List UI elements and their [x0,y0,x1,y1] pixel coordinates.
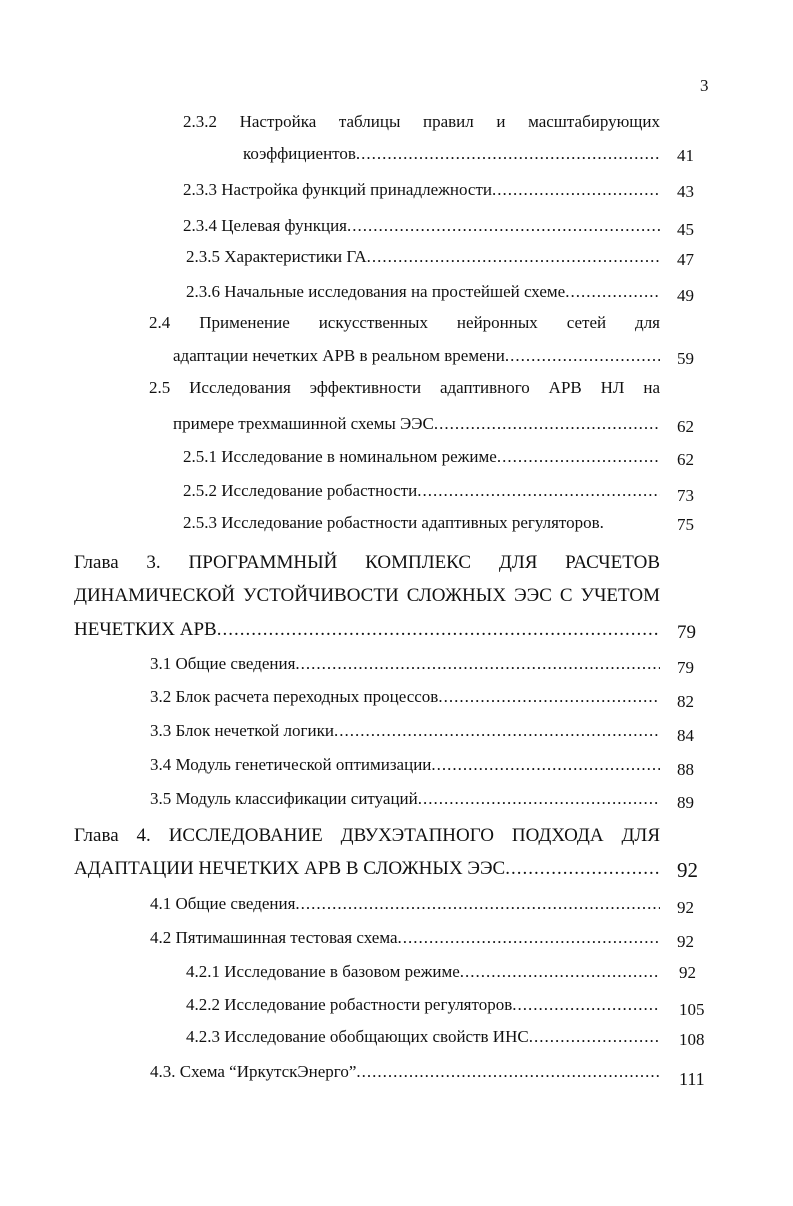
leader-dots [367,247,660,267]
toc-entry-text: 4.2.1 Исследование в базовом режиме [186,962,460,981]
toc-page-num: 41 [677,146,694,165]
toc-entry-3-1 [150,654,660,674]
toc-entry-text: 2.3.3 Настройка функций принадлежности [183,180,492,199]
toc-entry-text: 4.3. Схема “ИркутскЭнерго” [150,1062,357,1081]
chapter-3-line2: ДИНАМИЧЕСКОЙ УСТОЙЧИВОСТИ СЛОЖНЫХ ЭЭС С УЧЕТОМ [74,585,660,606]
toc-page-num: 82 [677,692,694,711]
toc-page-num: 73 [677,486,694,505]
toc-page-num: 105 [679,1000,705,1019]
page-number: 3 [700,76,709,95]
toc-entry-text: 3.2 Блок расчета переходных процессов [150,687,439,706]
toc-entry-text: 4.2.3 Исследование обобщающих свойств ИНС [186,1027,529,1046]
leader-dots [438,687,660,707]
toc-entry-2-5-line1: 2.5 Исследования эффективности адаптивного АРВ НЛ на [149,378,660,397]
toc-entry-text: коэффициентов [243,144,356,163]
leader-dots [431,755,660,775]
toc-entry-text: 2.5.1 Исследование в номинальном режиме [183,447,497,466]
toc-entry-2-3-2-line1: 2.3.2 Настройка таблицы правил и масштабирующих [183,112,660,131]
toc-entry-2-5-3 [183,513,660,533]
toc-entry-text: 4.2.2 Исследование робастности регуляторов [186,995,513,1014]
leader-dots [347,216,660,236]
toc-entry-3-4 [150,755,660,775]
toc-entry-text: 3.3 Блок нечеткой логики [150,721,334,740]
toc-page-num: 92 [677,898,694,917]
toc-entry-2-3-5 [186,247,660,267]
toc-entry-text: примере трехмашинной схемы ЭЭС [173,414,434,433]
toc-page-num: 75 [677,515,694,534]
leader-dots [460,962,660,982]
leader-dots [505,858,660,880]
toc-entry-4-3 [150,1062,660,1082]
toc-entry-text: НЕЧЕТКИХ АРВ [74,619,217,640]
leader-dots [334,721,660,741]
toc-entry-2-4-line2 [173,346,660,366]
toc-entry-3-3 [150,721,660,741]
toc-page-num: 108 [679,1030,705,1049]
toc-entry-text: 3.4 Модуль генетической оптимизации [150,755,432,774]
toc-entry-4-1 [150,894,660,914]
toc-entry-text: 4.2 Пятимашинная тестовая схема [150,928,398,947]
toc-page-num: 49 [677,286,694,305]
chapter-3-line1: Глава 3. ПРОГРАММНЫЙ КОМПЛЕКС ДЛЯ РАСЧЕТОВ [74,552,660,573]
leader-dots [505,346,660,366]
toc-entry-4-2-3 [186,1027,660,1047]
leader-dots [492,180,660,200]
leader-dots [418,789,660,809]
leader-dots [529,1027,660,1047]
leader-dots [398,928,660,948]
toc-entry-3-5 [150,789,660,809]
leader-dots [434,414,660,434]
toc-entry-2-5-2 [183,481,660,501]
toc-page-num: 45 [677,220,694,239]
leader-dots [356,1062,660,1082]
toc-entry-text: 2.5.2 Исследование робастности [183,481,418,500]
toc-entry-2-3-4 [183,216,660,236]
leader-dots [356,144,660,164]
leader-dots [217,619,660,641]
leader-dots [497,447,660,467]
toc-entry-2-3-6 [186,282,660,302]
leader-dots [512,995,660,1015]
toc-entry-4-2 [150,928,660,948]
toc-entry-text: 2.3.6 Начальные исследования на простейшей схеме [186,282,566,301]
toc-entry-2-5-line2 [173,414,660,434]
toc-entry-text: 4.1 Общие сведения [150,894,296,913]
toc-page-num: 92 [679,963,696,982]
toc-page-num: 92 [677,932,694,951]
toc-entry-text: 3.5 Модуль классификации ситуаций [150,789,418,808]
chapter-4-line2 [74,858,660,880]
toc-entry-3-2 [150,687,660,707]
toc-entry-4-2-1 [186,962,660,982]
toc-page-num: 88 [677,760,694,779]
toc-entry-2-5-1 [183,447,660,467]
toc-page-num: 59 [677,349,694,368]
leader-dots [295,654,660,674]
toc-entry-2-3-3 [183,180,660,200]
toc-page-num: 62 [677,417,694,436]
leader-dots [295,894,660,914]
toc-page-num: 43 [677,182,694,201]
toc-entry-2-4-line1: 2.4 Применение искусственных нейронных сетей для [149,313,660,332]
toc-page-num: 84 [677,726,694,745]
toc-entry-text: 3.1 Общие сведения [150,654,296,673]
toc-entry-2-3-2-line2 [243,144,660,164]
toc-page-num: 47 [677,250,694,269]
toc-entry-4-2-2 [186,995,660,1015]
toc-entry-text: адаптации нечетких АРВ в реальном времени [173,346,505,365]
toc-entry-text: АДАПТАЦИИ НЕЧЕТКИХ АРВ В СЛОЖНЫХ ЭЭС [74,858,506,879]
toc-entry-text: 2.5.3 Исследование робастности адаптивных регуляторов. [183,513,604,532]
toc-page-num: 89 [677,793,694,812]
chapter-4-line1: Глава 4. ИССЛЕДОВАНИЕ ДВУХЭТАПНОГО ПОДХОДА ДЛЯ [74,825,660,846]
toc-page-num: 62 [677,450,694,469]
chapter-3-line3 [74,619,660,641]
toc-page-num: 79 [677,622,696,643]
toc-page-num: 92 [677,858,698,882]
toc-entry-text: 2.3.5 Характеристики ГА [186,247,367,266]
leader-dots [565,282,660,302]
toc-page-num: 79 [677,658,694,677]
leader-dots [417,481,660,501]
toc-page-num: 111 [679,1069,705,1089]
toc-entry-text: 2.3.4 Целевая функция [183,216,347,235]
